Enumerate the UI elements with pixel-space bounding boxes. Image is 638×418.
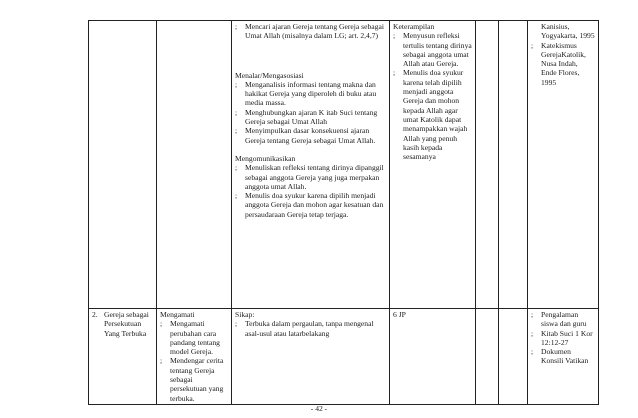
activity-text: Mencari ajaran Gereja tentang Gereja sebagai Umat Allah (misalnya dalam LG; art. 2,4,7) <box>245 22 384 41</box>
list-item <box>160 319 228 356</box>
topic-cell <box>157 21 232 309</box>
table-row <box>89 21 599 309</box>
topic-text: Gereja sebagai Persekutuan Yang Terbuka <box>104 310 149 338</box>
source-cell <box>528 309 599 405</box>
time-allocation: 6 JP <box>393 310 406 319</box>
activity-text: Menyimpulkan dasar konsekuensi ajaran Gereja tentang Gereja sebagai Umat Allah. <box>245 126 376 145</box>
bullet-mark: ; <box>235 79 238 89</box>
list-item <box>531 347 595 366</box>
section-heading-keterampilan: Keterampilan <box>393 22 435 31</box>
list-item <box>235 126 386 145</box>
bullet-mark: ; <box>235 319 238 329</box>
list-item <box>531 22 595 41</box>
bullet-mark: ; <box>235 126 238 136</box>
bullet-mark: ; <box>235 22 238 31</box>
bullet-mark: ; <box>235 163 238 173</box>
list-item <box>235 319 386 338</box>
number-cell <box>89 309 157 405</box>
list-item <box>393 68 472 161</box>
list-item <box>531 329 595 348</box>
bullet-mark: ; <box>531 40 534 50</box>
time-cell <box>390 309 476 405</box>
assessment-text: Terbuka dalam pergaulan, tanpa mengenal asal-usul atau latarbelakang <box>245 319 374 338</box>
bullet-mark: ; <box>531 347 534 357</box>
list-item <box>235 163 386 191</box>
bullet-mark: ; <box>160 319 163 329</box>
topic-cell <box>157 309 232 405</box>
activity-text: Mengamati perubahan cara pandang tentang model Gereja. <box>170 319 220 357</box>
bullet-mark: ; <box>531 328 534 338</box>
list-item <box>160 356 228 402</box>
list-item <box>531 310 595 329</box>
bullet-mark: ; <box>531 310 534 319</box>
syllabus-table <box>88 20 599 405</box>
assessment-text: Menulis doa syukur karena telah dipilih menjadi anggota Gereja dan mohon kepada Allah agar umat Katolik dapat menampakkan wajah Allah yang penuh kasih kepada sesamanya <box>403 68 468 162</box>
source-text: Dokumen Konsili Vatikan <box>541 347 589 366</box>
empty-cell <box>476 21 499 309</box>
list-item <box>393 31 472 68</box>
bullet-mark: ; <box>235 191 238 201</box>
number-cell <box>89 21 157 309</box>
list-item <box>531 41 595 87</box>
activity-text: Mendengar cerita tentang Gereja sebagai persekutuan yang terbuka. <box>170 356 224 403</box>
page-number: - 42 - <box>310 404 328 413</box>
source-cell <box>528 21 599 309</box>
activity-text: Menulis doa syukur karena dipilih menjadi anggota Gereja dan mohon agar kesatuan dan persaudaraan Gereja tetap terjaga. <box>245 191 384 219</box>
list-item <box>235 191 386 219</box>
source-text: Kanisius, Yogyakarta, 1995 <box>541 22 595 41</box>
list-item <box>235 108 386 127</box>
assessment-cell <box>232 309 390 405</box>
assessment-text: Menyusun refleksi tertulis tentang dirinya sebagai anggota umat Allah atau Gereja. <box>403 31 472 69</box>
activity-text: Menghubungkan ajaran K itab Suci tentang Gereja sebagai Umat Allah <box>245 107 378 127</box>
section-heading-mengamati: Mengamati <box>160 310 195 319</box>
empty-cell <box>476 309 499 405</box>
bullet-mark: ; <box>393 31 396 41</box>
section-heading-mengomunikasikan: Mengomunikasikan <box>235 153 296 163</box>
section-heading-sikap: Sikap: <box>235 310 255 319</box>
activity-text: Menuliskan refleksi tentang dirinya dipanggil sebagai anggota Gereja yang juga merpakan anggota umat Allah. <box>245 163 384 191</box>
assessment-cell <box>390 21 476 309</box>
activity-cell <box>232 21 390 309</box>
time-cell <box>499 21 528 309</box>
row-number: 2. <box>92 310 98 319</box>
bullet-mark: ; <box>393 68 396 78</box>
source-text: Kitab Suci 1 Kor 12:12-27 <box>541 328 593 347</box>
bullet-mark: ; <box>160 356 163 366</box>
table-row <box>89 309 599 405</box>
activity-text: Menganalisis informasi tentang makna dan hakikat Gereja yang diperoleh di buku atau media massa. <box>245 79 377 108</box>
source-text: Pengalaman siswa dan guru <box>541 310 587 329</box>
empty-cell <box>499 309 528 405</box>
list-item <box>235 22 386 41</box>
list-item <box>235 80 386 108</box>
section-heading-menalar: Menalar/Mengasosiasi <box>235 70 304 80</box>
source-text: Katekismus GerejaKatolik, Nusa Indah, Ende Flores, 1995 <box>541 40 586 87</box>
bullet-mark: ; <box>235 107 238 117</box>
